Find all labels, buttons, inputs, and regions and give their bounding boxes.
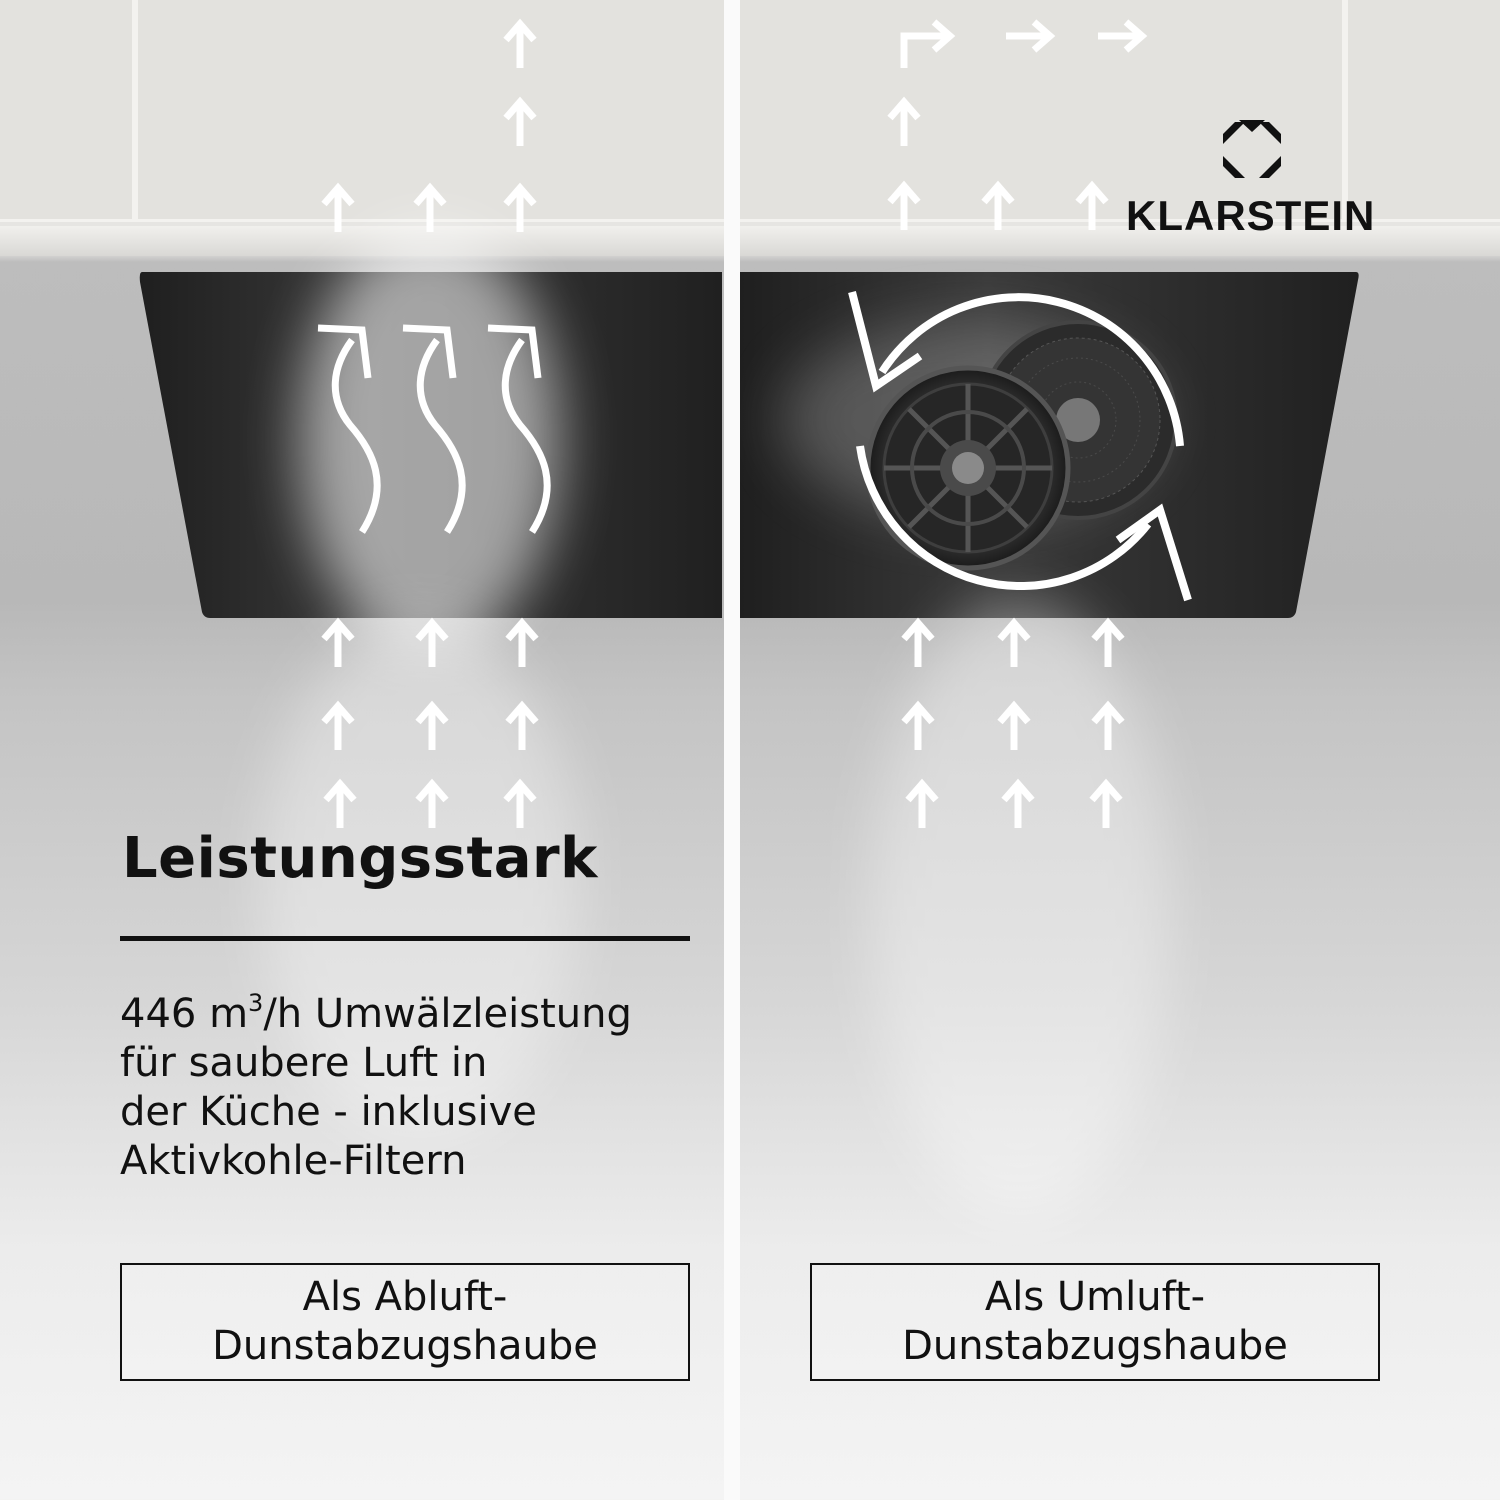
up-arrow-icon xyxy=(1000,706,1028,750)
desc-line4: Aktivkohle-Filtern xyxy=(120,1138,467,1184)
mode-recirculation-line2: Dunstabzugshaube xyxy=(902,1323,1288,1369)
up-arrow-icon xyxy=(324,623,352,667)
up-arrow-icon xyxy=(890,102,918,146)
unit-superscript: 3 xyxy=(248,989,264,1017)
up-arrow-icon xyxy=(418,784,446,828)
up-arrow-icon xyxy=(506,102,534,146)
up-arrow-icon xyxy=(506,784,534,828)
feature-description xyxy=(120,990,720,1186)
up-arrow-icon xyxy=(326,784,354,828)
brand-name: KLARSTEIN xyxy=(1126,192,1376,239)
up-arrow-icon xyxy=(324,188,352,232)
desc-line1-rest: /h Umwälzleistung xyxy=(263,991,632,1037)
klarstein-diamond-logo-icon xyxy=(1221,120,1283,180)
up-arrow-icon xyxy=(1004,784,1032,828)
airflow-value: 446 m xyxy=(120,991,249,1037)
desc-line2: für saubere Luft in xyxy=(120,1040,488,1086)
mode-recirculation-line1: Als Umluft- xyxy=(984,1274,1206,1320)
headline: Leistungsstark xyxy=(122,826,598,891)
mode-exhaust-box xyxy=(120,1263,690,1381)
charcoal-filter-icon xyxy=(868,368,1068,568)
up-arrow-icon xyxy=(506,188,534,232)
up-arrow-icon xyxy=(418,623,446,667)
headline-rule xyxy=(120,936,690,941)
up-arrow-icon xyxy=(984,186,1012,230)
corner-arrow-icon xyxy=(904,22,950,68)
up-arrow-icon xyxy=(904,706,932,750)
mode-recirculation-box xyxy=(810,1263,1380,1381)
up-arrow-icon xyxy=(418,706,446,750)
up-arrow-icon xyxy=(908,784,936,828)
up-arrow-icon xyxy=(1000,623,1028,667)
up-arrow-icon xyxy=(506,24,534,68)
right-arrow-icon xyxy=(1006,22,1050,50)
up-arrow-icon xyxy=(904,623,932,667)
up-arrow-icon xyxy=(1094,706,1122,750)
up-arrow-icon xyxy=(416,188,444,232)
up-arrow-icon xyxy=(508,623,536,667)
up-arrow-icon xyxy=(1094,623,1122,667)
up-arrow-icon xyxy=(324,706,352,750)
wavy-airflow-icon xyxy=(318,328,547,532)
up-arrow-icon xyxy=(890,186,918,230)
mode-exhaust-line2: Dunstabzugshaube xyxy=(212,1323,598,1369)
up-arrow-icon xyxy=(1092,784,1120,828)
up-arrow-icon xyxy=(508,706,536,750)
desc-line3: der Küche - inklusive xyxy=(120,1089,537,1135)
right-arrow-icon xyxy=(1098,22,1142,50)
mode-exhaust-line1: Als Abluft- xyxy=(302,1274,508,1320)
up-arrow-icon xyxy=(1078,186,1106,230)
